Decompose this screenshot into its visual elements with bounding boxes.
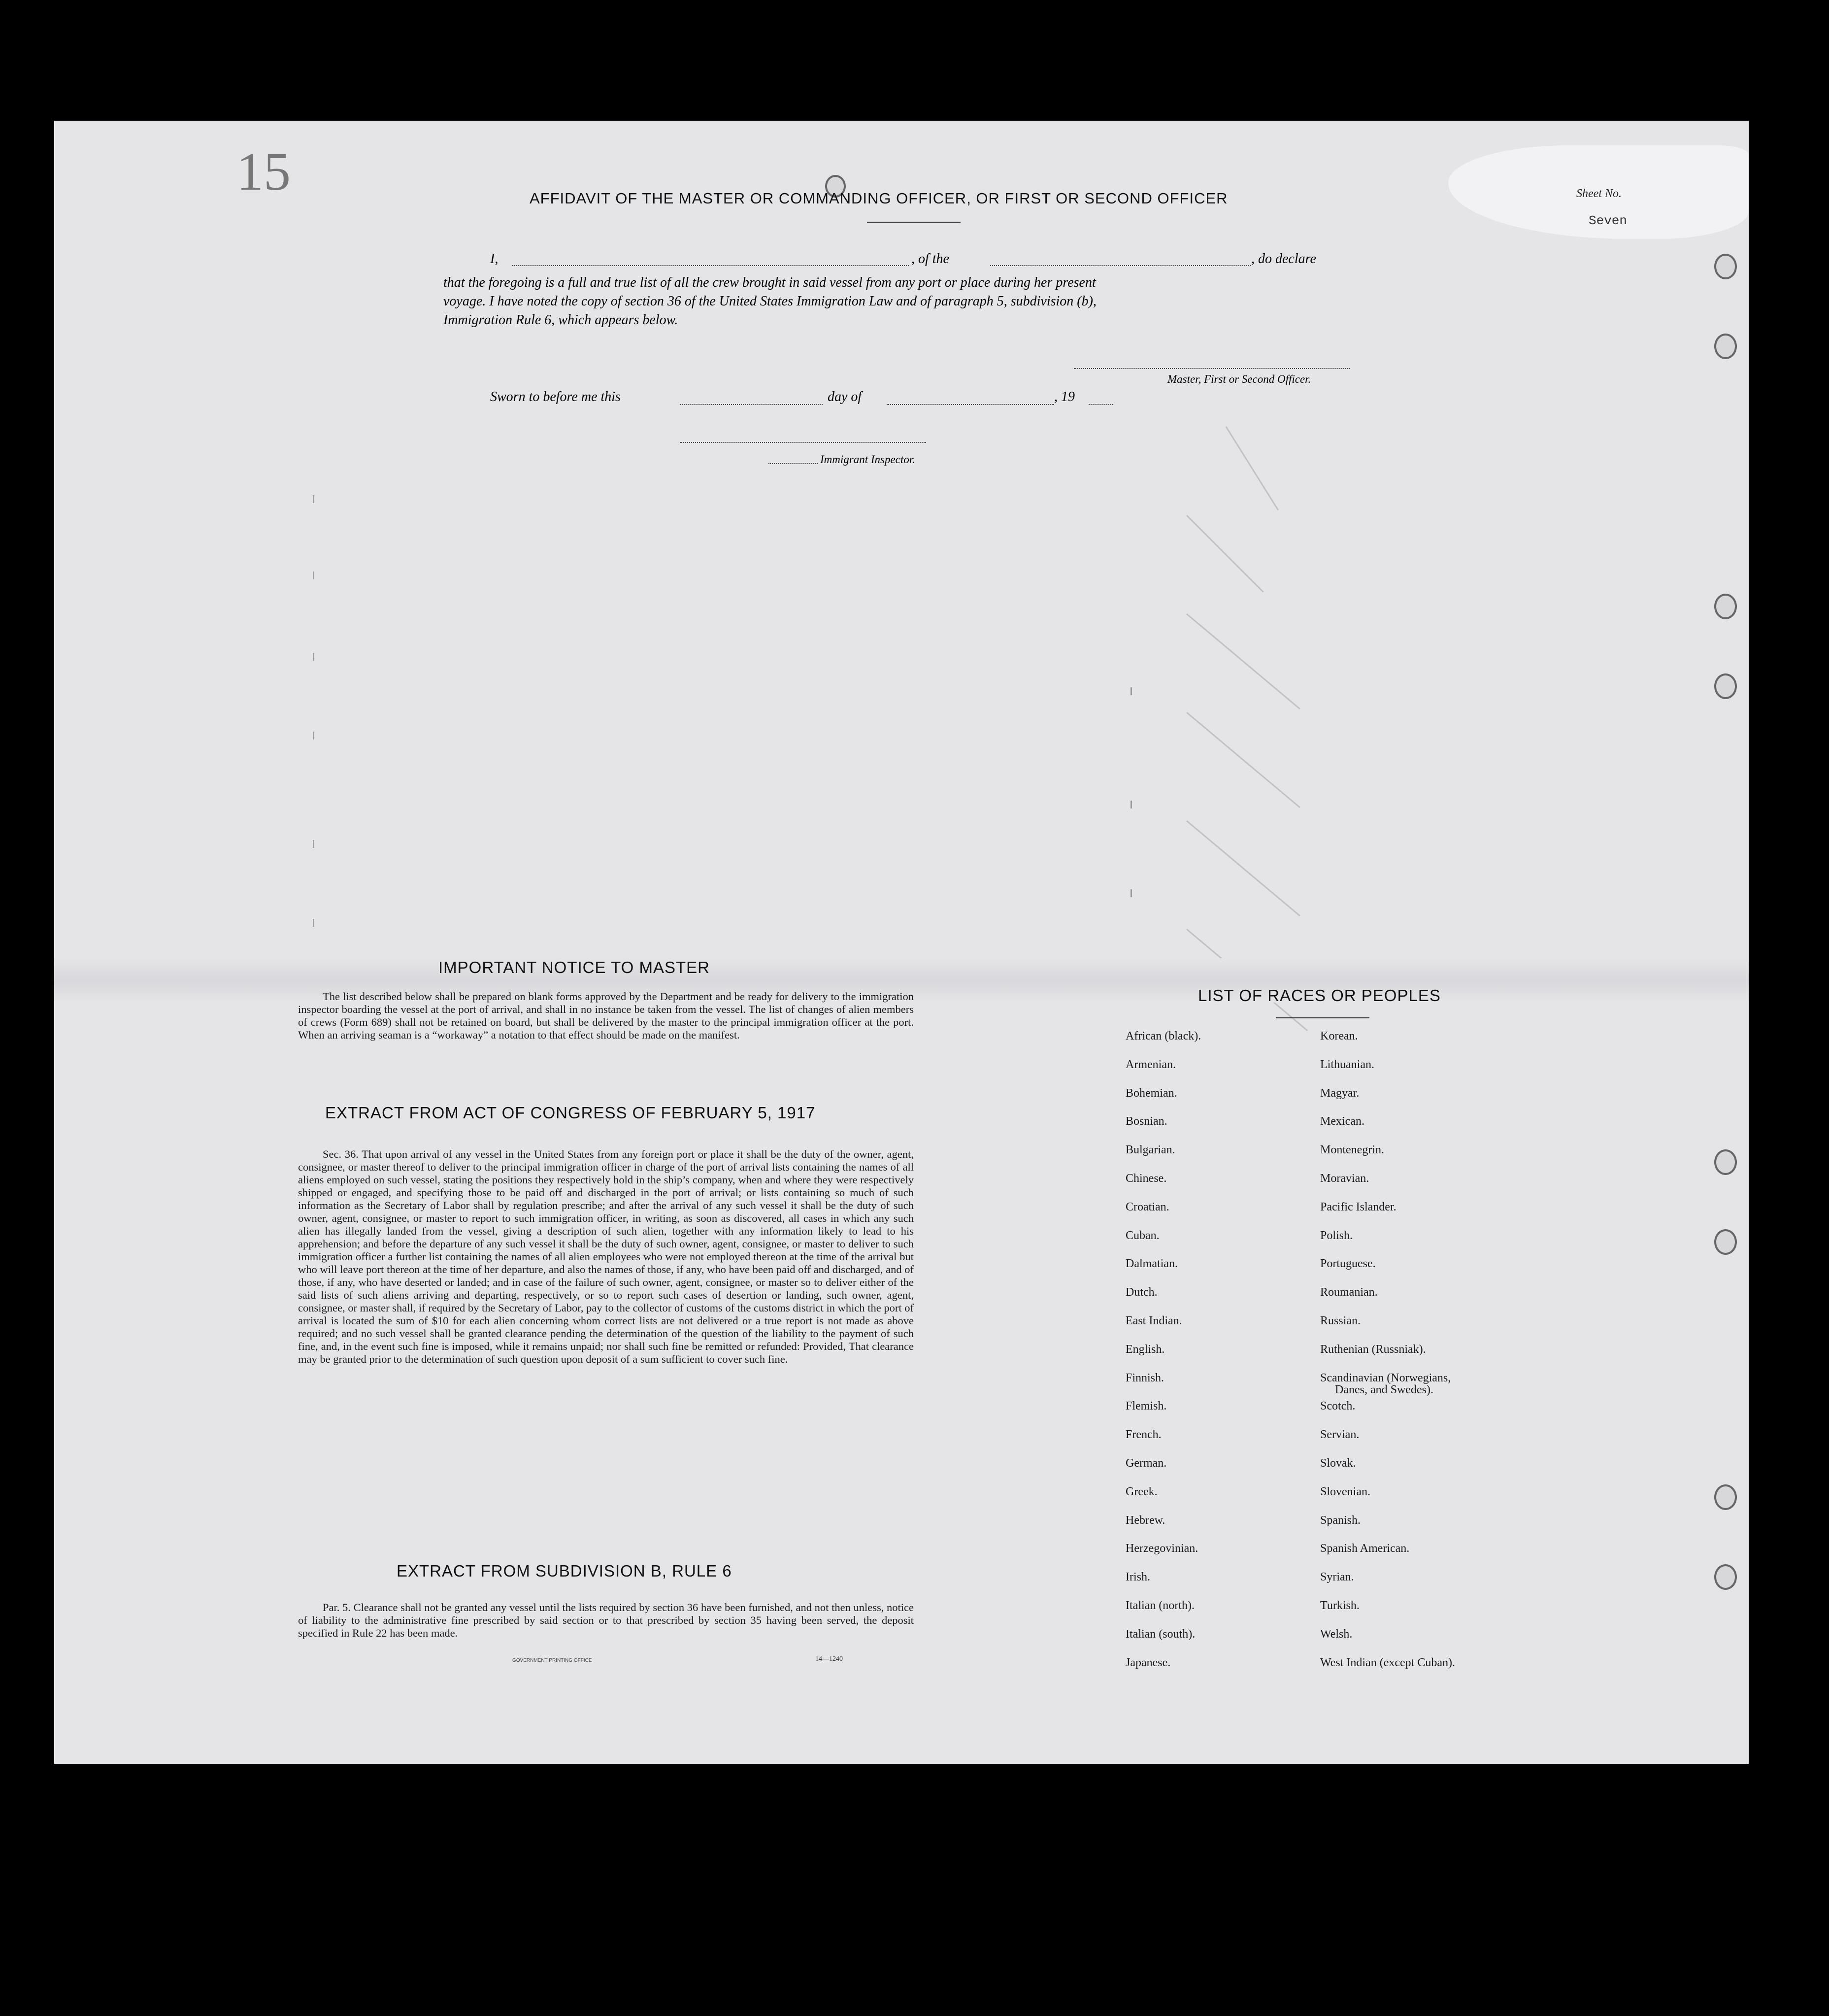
race-item: Servian. [1320,1428,1360,1442]
rule-extract-text: Par. 5. Clearance shall not be granted any vessel until the lists required by section 36 have been furnished, and not then unless, notice of liability to the administrative fine prescribed by said section or to that prescribed by section 35 having been served, the deposit specified in Rule 22 has been made. [298,1601,914,1639]
race-item: Spanish. [1320,1513,1361,1527]
race-item: Flemish. [1126,1400,1167,1413]
punch-hole [1714,334,1737,359]
race-item: Russian. [1320,1314,1361,1327]
bleed-stroke [1186,613,1300,709]
race-item: Mexican. [1320,1115,1364,1128]
affidavit-declare: , do declare [1251,251,1316,267]
title-rule [867,222,961,223]
act-extract-title: EXTRACT FROM ACT OF CONGRESS OF FEBRUARY 5, 1917 [325,1104,816,1122]
race-item: Chinese. [1126,1172,1167,1185]
margin-tick [313,840,314,848]
race-item: Roumanian. [1320,1286,1378,1299]
sheet-number-value: Seven [1589,213,1628,228]
races-title: LIST OF RACES OR PEOPLES [1198,986,1441,1005]
sworn-month-field[interactable] [887,404,1054,405]
race-item: Armenian. [1126,1058,1176,1071]
race-item: Croatian. [1126,1200,1169,1213]
race-item: Polish. [1320,1229,1353,1242]
margin-tick [1131,687,1132,695]
punch-hole [1714,1564,1737,1590]
race-item: Scandinavian (Norwegians, [1320,1371,1451,1384]
race-item: Moravian. [1320,1172,1369,1185]
name-field[interactable] [512,265,909,266]
bleed-stroke [1186,820,1300,916]
race-item: Finnish. [1126,1371,1164,1384]
race-item: Italian (south). [1126,1627,1196,1641]
race-item: Bohemian. [1126,1086,1177,1100]
race-item: Slovenian. [1320,1485,1370,1498]
inspector-signature-field[interactable] [680,442,926,443]
punch-hole [1714,254,1737,279]
sworn-year-field[interactable] [1089,404,1113,405]
notice-text: The list described below shall be prepared on blank forms approved by the Department and be ready for delivery to the immigration inspector boarding the vessel at the port of arrival, and shall in no instance be taken from the vessel. The list of changes of alien members of crews (Form 689) shall not be retained on board, but shall be delivered by the master to the principal immigration officer at the port. When an arriving seaman is a “workaway” a notation to that effect should be made on the manifest. [298,990,914,1041]
race-item: Montenegrin. [1320,1143,1384,1157]
race-item: Syrian. [1320,1571,1354,1584]
vessel-field[interactable] [990,265,1251,266]
bleed-stroke [1225,426,1279,510]
race-item: Cuban. [1126,1229,1160,1242]
race-item: Dalmatian. [1126,1257,1178,1271]
inspector-label: Immigrant Inspector. [820,453,915,466]
affidavit-line-3: voyage. I have noted the copy of section 36 of the United States Immigration Law and of paragraph 5, subdivision (b), [443,294,1097,309]
race-item: Portuguese. [1320,1257,1376,1271]
race-item: French. [1126,1428,1162,1442]
races-title-rule [1276,1017,1369,1018]
race-item: Greek. [1126,1485,1158,1498]
race-item: Scotch. [1320,1400,1356,1413]
punch-hole [1714,1229,1737,1255]
punch-hole [1714,594,1737,619]
race-item: Dutch. [1126,1286,1158,1299]
affidavit-line-4: Immigration Rule 6, which appears below. [443,312,678,328]
race-item: Slovak. [1320,1457,1356,1470]
affidavit-title: AFFIDAVIT OF THE MASTER OR COMMANDING OFFICER, OR FIRST OR SECOND OFFICER [530,190,1228,207]
sworn-label: Sworn to before me this [490,389,621,404]
race-item: Italian (north). [1126,1599,1195,1612]
race-item-continuation: Danes, and Swedes). [1335,1383,1433,1396]
race-item: Spanish American. [1320,1542,1410,1555]
race-item: Japanese. [1126,1656,1171,1669]
punch-hole [1714,673,1737,699]
inspector-prefix-dots [768,463,818,464]
race-item: Herzegovinian. [1126,1542,1198,1555]
race-item: German. [1126,1457,1167,1470]
year-label: , 19 [1054,389,1075,404]
master-signature-field[interactable] [1074,368,1350,369]
act-extract-text: Sec. 36. That upon arrival of any vessel in the United States from any foreign port or place it shall be the duty of the owner, agent, consignee, or master thereof to deliver to the principal immigration officer in charge of the port of arrival lists containing the names of all aliens employed on such vessel, stating the positions they respectively hold in the ship’s company, when and where they were respectively shipped or engaged, and specifying those to be paid off and discharged in the port of arrival; or lists containing so much of such information as the Secretary of Labor shall by regulation prescribe; and after the arrival of any such vessel it shall be the duty of such owner, agent, consignee, or master to report to such immigration officer, in writing, as soon as discovered, all cases in which any such alien has illegally landed from the vessel, giving a description of such alien, together with any information likely to lead to his apprehension; and before the departure of any such vessel it shall be the duty of such owner, agent, consignee, or master to deliver to such immigration officer a further list containing the names of all alien employees who were not employed thereon at the time of the arrival but who will leave port thereon at the time of her departure, and also the names of those, if any, who have been paid off and discharged, and of those, if any, who have deserted or landed; and in case of the failure of such owner, agent, consignee, or master so to deliver either of the said lists of such aliens arriving and departing, respectively, or so to report such cases of desertion or landing, such owner, agent, consignee, or master shall, if required by the Secretary of Labor, pay to the collector of customs of the customs district in which the port of arrival is located the sum of $10 for each alien concerning whom correct lists are not delivered or a true report is not made as above required; and no such vessel shall be granted clearance pending the determination of the question of the liability to the payment of such fine, and, in the event such fine is imposed, while it remains unpaid; nor shall such fine be remitted or refunded: Provided, That clearance may be granted prior to the determination of such question upon deposit of a sum sufficient to cover such fine. [298,1148,914,1365]
margin-tick [313,732,314,739]
punch-hole [1714,1149,1737,1175]
manifest-sheet [54,121,1749,1764]
affidavit-of-the: , of the [911,251,949,267]
bleed-stroke [1186,712,1300,808]
race-item: Korean. [1320,1030,1358,1042]
race-item: Pacific Islander. [1320,1200,1397,1213]
form-number: 14—1240 [815,1655,843,1663]
margin-tick [313,919,314,927]
affidavit-line-2: that the foregoing is a full and true list of all the crew brought in said vessel from any port or place during her present [443,275,1096,290]
sheet-number-label: Sheet No. [1576,187,1622,200]
printer-imprint: GOVERNMENT PRINTING OFFICE [512,1658,592,1663]
race-item: Welsh. [1320,1627,1353,1641]
race-item: Turkish. [1320,1599,1360,1612]
margin-tick [1131,889,1132,897]
race-item: Lithuanian. [1320,1058,1374,1071]
race-item: Bulgarian. [1126,1143,1175,1157]
margin-tick [313,495,314,503]
bleed-stroke [1186,515,1264,593]
margin-tick [313,653,314,661]
punch-hole [1714,1484,1737,1510]
margin-tick [1131,801,1132,808]
rule-extract-title: EXTRACT FROM SUBDIVISION B, RULE 6 [397,1562,732,1580]
race-item: East Indian. [1126,1314,1182,1327]
race-item: Hebrew. [1126,1513,1165,1527]
race-item: Magyar. [1320,1086,1360,1100]
margin-tick [313,571,314,579]
race-item: Irish. [1126,1571,1150,1584]
race-item: African (black). [1126,1030,1201,1042]
master-signature-label: Master, First or Second Officer. [1167,373,1311,385]
corner-mark: 15 [236,141,291,202]
affidavit-i: I, [490,251,499,267]
race-item: West Indian (except Cuban). [1320,1656,1455,1669]
race-item: Ruthenian (Russniak). [1320,1343,1426,1356]
sworn-day-field[interactable] [680,404,823,405]
day-of-label: day of [828,389,862,404]
race-item: Bosnian. [1126,1115,1167,1128]
race-item: English. [1126,1343,1165,1356]
notice-title: IMPORTANT NOTICE TO MASTER [438,958,710,976]
